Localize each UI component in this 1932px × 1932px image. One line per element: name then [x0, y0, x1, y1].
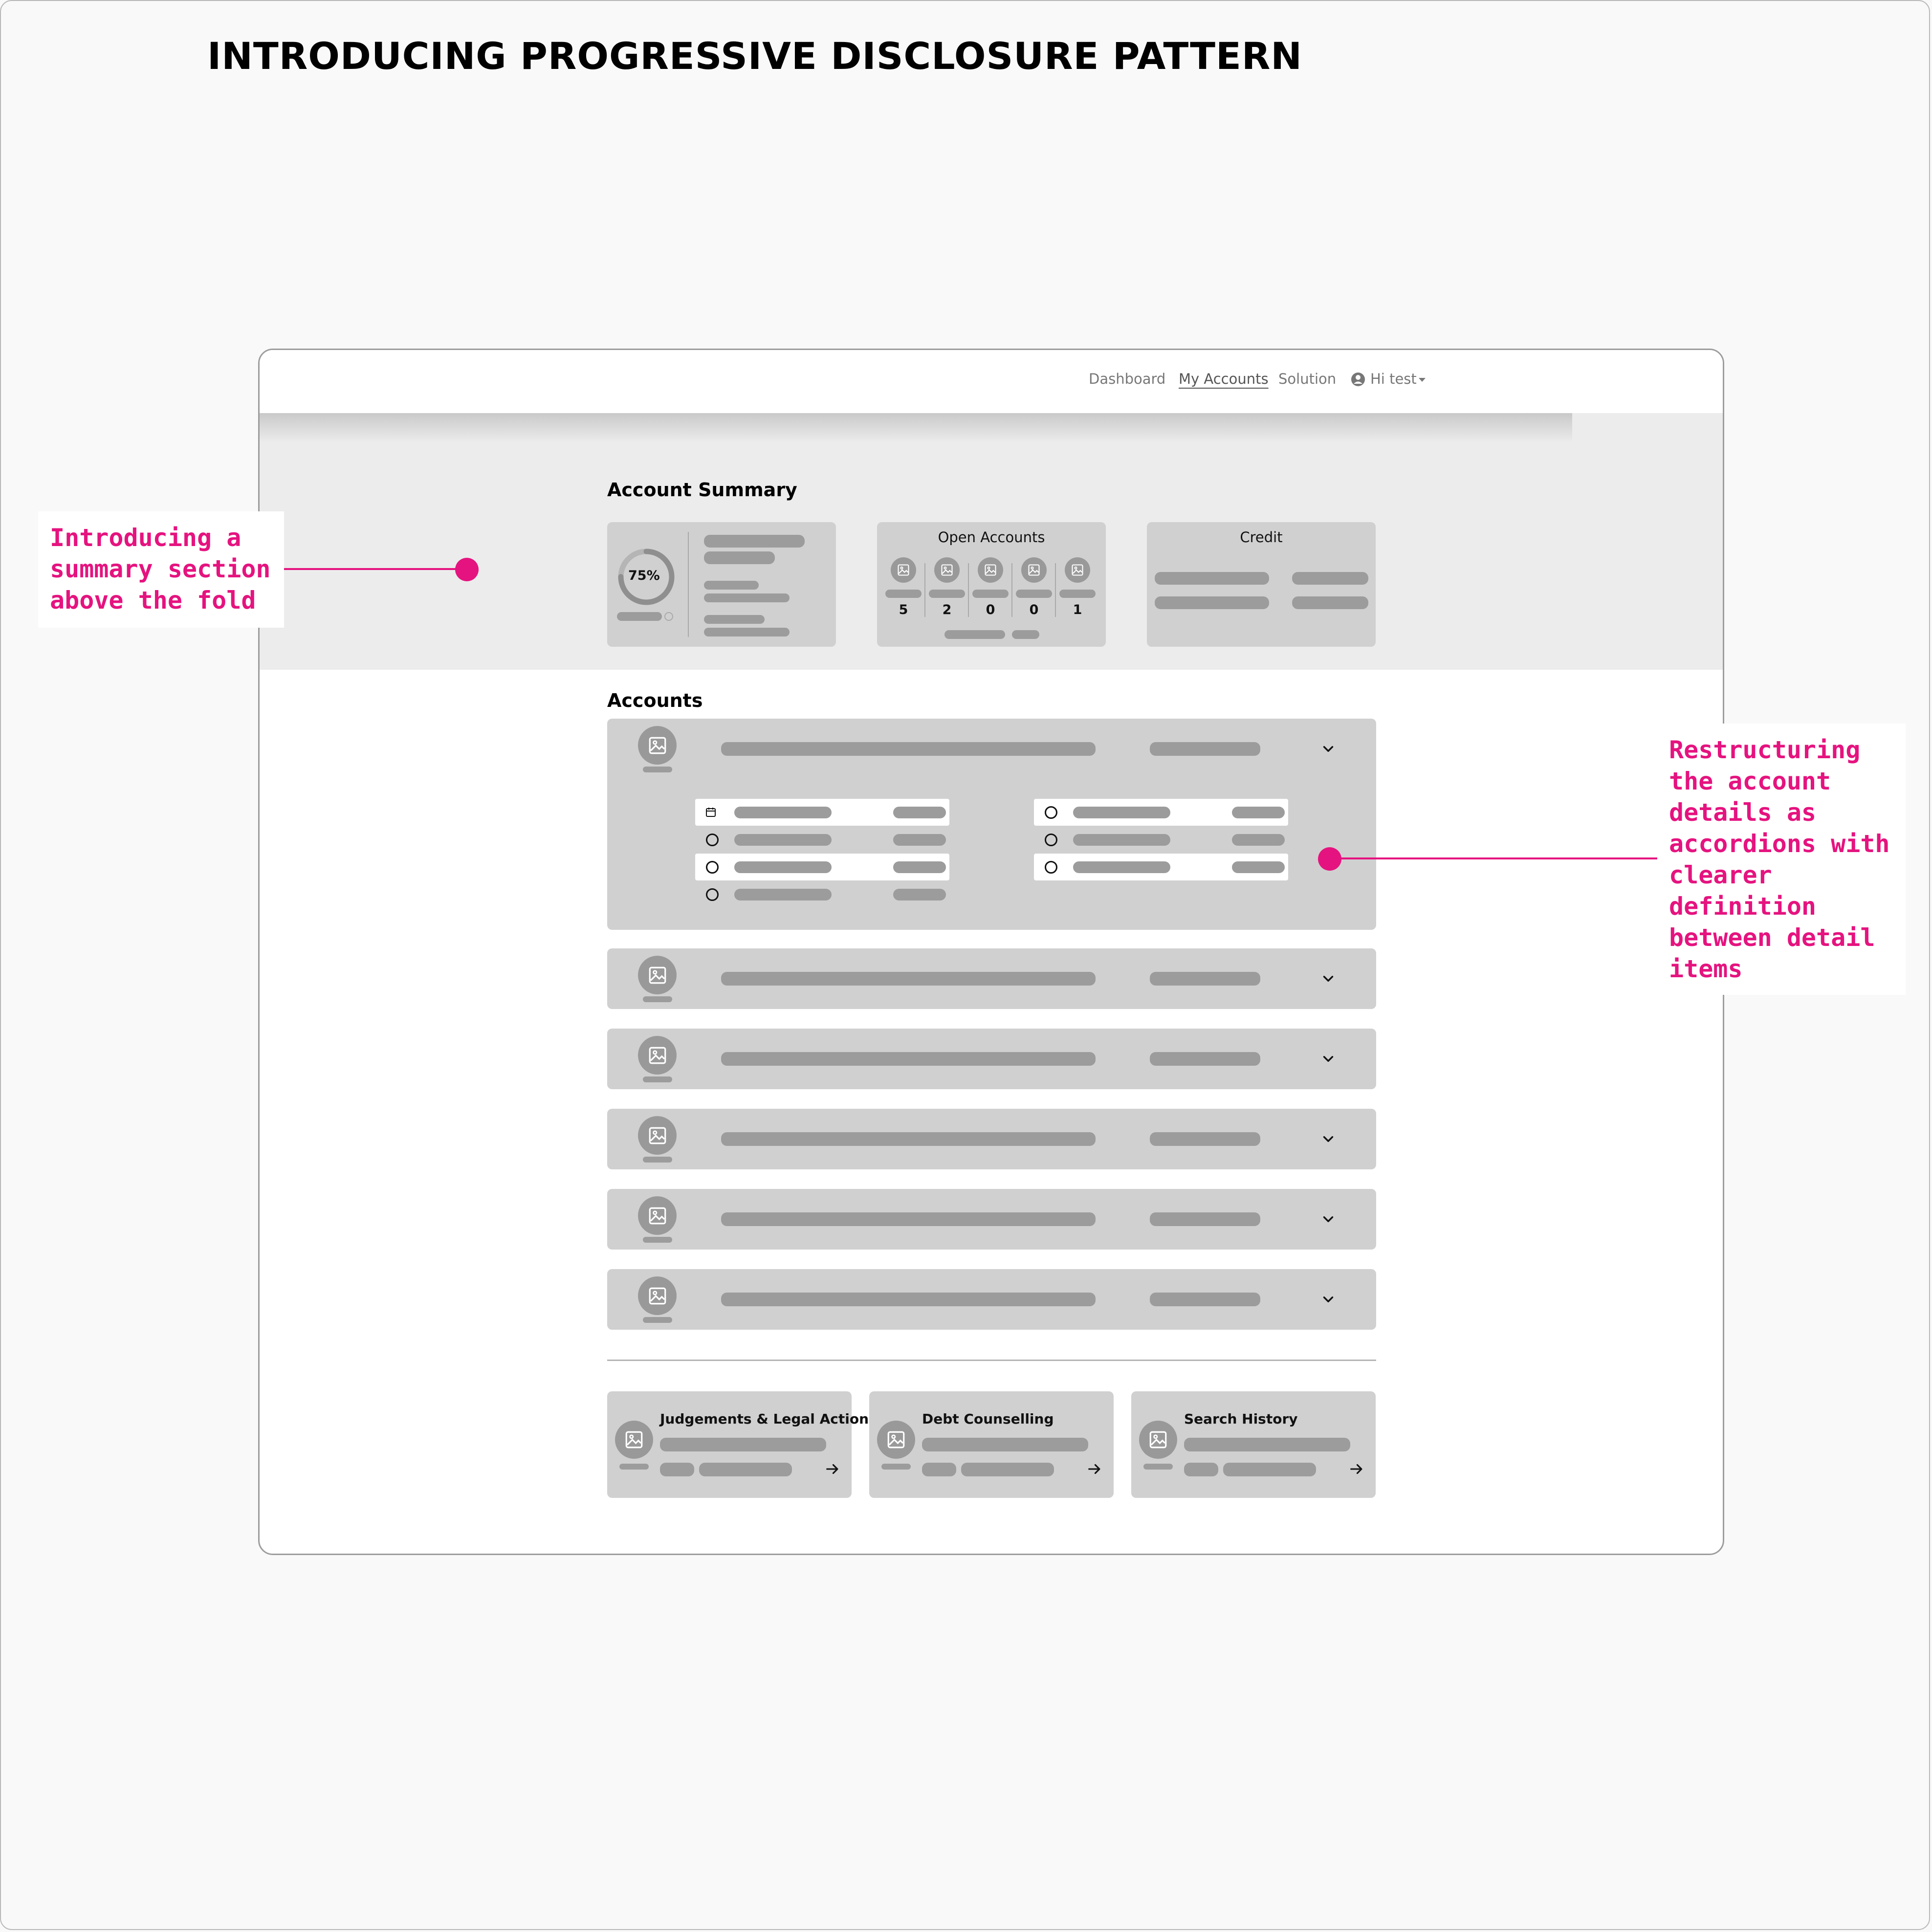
- circle-icon: [706, 888, 719, 901]
- account-type-icon: [1021, 557, 1047, 583]
- placeholder-bar: [1232, 807, 1285, 818]
- annotation-line: items: [1669, 955, 1743, 983]
- annotation-connector: [1330, 857, 1657, 859]
- annotation-line: details as: [1669, 798, 1817, 827]
- placeholder-bar: [929, 590, 965, 598]
- chevron-down-icon[interactable]: [1320, 1131, 1337, 1147]
- placeholder-bar: [1150, 972, 1260, 986]
- annotation-line: accordions with: [1669, 830, 1890, 858]
- placeholder-bar: [1073, 861, 1170, 873]
- account-type-icon: [978, 557, 1003, 583]
- placeholder-bar: [704, 535, 805, 548]
- placeholder-bar: [1184, 1463, 1218, 1476]
- placeholder-bar: [721, 1132, 1096, 1146]
- placeholder-bar: [704, 551, 775, 564]
- annotation-line: the account: [1669, 767, 1831, 795]
- account-type-icon: [891, 557, 916, 583]
- link-card[interactable]: [1131, 1391, 1376, 1498]
- page-title: INTRODUCING PROGRESSIVE DISCLOSURE PATTERN: [207, 34, 1302, 78]
- circle-icon: [1045, 834, 1057, 846]
- placeholder-bar: [721, 742, 1096, 756]
- placeholder-bar: [1150, 1293, 1260, 1306]
- calendar-icon: [705, 806, 717, 818]
- placeholder-bar: [893, 807, 946, 818]
- placeholder-bar: [660, 1463, 694, 1476]
- open-accounts-card[interactable]: [877, 522, 1106, 647]
- account-icon: [638, 1036, 677, 1075]
- annotation-summary: [38, 511, 284, 628]
- open-account-count: 0: [986, 602, 995, 617]
- account-type-icon: [934, 557, 960, 583]
- placeholder-bar: [1223, 1463, 1316, 1476]
- column-divider: [1055, 563, 1056, 617]
- annotation-connector: [284, 568, 467, 570]
- account-detail-item: [695, 826, 949, 853]
- placeholder-bar: [721, 1212, 1096, 1226]
- user-menu-toggle[interactable]: [1370, 371, 1426, 387]
- placeholder-bar: [699, 1463, 792, 1476]
- placeholder-bar: [1073, 807, 1170, 818]
- placeholder-bar: [721, 972, 1096, 986]
- open-account-count: 1: [1073, 602, 1082, 617]
- account-icon: [638, 1196, 677, 1235]
- nav-solution-link[interactable]: Solution: [1278, 371, 1337, 387]
- circle-icon: [706, 834, 719, 846]
- column-divider: [968, 563, 969, 617]
- open-account-count: 2: [942, 602, 952, 617]
- placeholder-bar: [704, 593, 790, 602]
- link-card-title: Debt Counselling: [922, 1411, 1054, 1427]
- placeholder-bar: [643, 1317, 672, 1323]
- circle-icon: [1045, 861, 1057, 874]
- account-type-icon: [1065, 557, 1090, 583]
- browser-window: [258, 349, 1724, 1555]
- account-detail-item: [1034, 826, 1288, 853]
- column-divider: [1011, 563, 1012, 617]
- link-card-title: Judgements & Legal Action: [660, 1411, 869, 1427]
- placeholder-bar: [617, 612, 662, 621]
- placeholder-bar: [643, 767, 672, 772]
- arrow-right-icon[interactable]: [1086, 1461, 1103, 1477]
- annotation-marker: [455, 558, 479, 581]
- placeholder-bar: [1150, 1212, 1260, 1226]
- account-detail-item: [1034, 854, 1288, 880]
- placeholder-bar: [1155, 572, 1269, 585]
- link-card-icon: [615, 1421, 653, 1459]
- navbar: [260, 350, 1723, 413]
- account-accordion[interactable]: [607, 1189, 1376, 1250]
- section-divider: [607, 1360, 1376, 1361]
- link-card-title: Search History: [1184, 1411, 1298, 1427]
- placeholder-bar: [1184, 1438, 1350, 1451]
- placeholder-bar: [1292, 572, 1368, 585]
- placeholder-bar: [1016, 590, 1052, 598]
- chevron-down-icon[interactable]: [1320, 1291, 1337, 1308]
- placeholder-bar: [1012, 630, 1039, 639]
- link-card[interactable]: [607, 1391, 869, 1498]
- placeholder-bar: [961, 1463, 1054, 1476]
- annotation-line: Restructuring: [1669, 736, 1861, 764]
- account-accordion-expanded[interactable]: [607, 719, 1376, 930]
- placeholder-bar: [893, 889, 946, 900]
- circle-icon: [706, 861, 719, 874]
- account-accordion[interactable]: [607, 1269, 1376, 1330]
- chevron-down-icon[interactable]: [1320, 741, 1337, 757]
- placeholder-bar: [643, 1157, 672, 1163]
- nav-my-accounts-link[interactable]: My Accounts: [1179, 371, 1269, 387]
- open-accounts-title: Open Accounts: [938, 529, 1045, 546]
- placeholder-bar: [734, 889, 832, 900]
- accounts-title: Accounts: [607, 690, 703, 711]
- chevron-down-icon[interactable]: [1320, 1051, 1337, 1067]
- chevron-down-icon[interactable]: [1320, 970, 1337, 987]
- placeholder-bar: [734, 834, 832, 846]
- placeholder-bar: [944, 630, 1005, 639]
- placeholder-bar: [1150, 1052, 1260, 1066]
- caret-down-icon: [1419, 378, 1426, 382]
- account-detail-item: [695, 854, 949, 880]
- placeholder-bar: [721, 1293, 1096, 1306]
- annotation-line: Introducing a: [50, 524, 242, 552]
- placeholder-bar: [922, 1463, 956, 1476]
- account-icon: [638, 1116, 677, 1155]
- annotation-line: definition: [1669, 892, 1817, 921]
- credit-title: Credit: [1240, 529, 1283, 546]
- placeholder-bar: [1059, 590, 1096, 598]
- nav-dashboard-link[interactable]: Dashboard: [1089, 371, 1166, 387]
- placeholder-bar: [885, 590, 922, 598]
- placeholder-bar: [643, 1076, 672, 1082]
- link-card-icon: [1139, 1421, 1177, 1459]
- placeholder-bar: [619, 1464, 649, 1470]
- placeholder-bar: [643, 996, 672, 1002]
- account-accordion[interactable]: [607, 948, 1376, 1009]
- placeholder-bar: [704, 615, 765, 624]
- credit-card[interactable]: [1147, 522, 1376, 647]
- placeholder-bar: [721, 1052, 1096, 1066]
- account-detail-item: [695, 881, 949, 908]
- user-circle-icon: [1351, 372, 1365, 387]
- placeholder-bar: [972, 590, 1009, 598]
- annotation-line: above the fold: [50, 586, 256, 615]
- account-icon: [638, 726, 677, 765]
- placeholder-bar: [734, 861, 832, 873]
- chevron-down-icon[interactable]: [1320, 1211, 1337, 1228]
- placeholder-bar: [704, 581, 759, 590]
- placeholder-bar: [922, 1438, 1088, 1451]
- arrow-right-icon[interactable]: [1348, 1461, 1365, 1477]
- account-summary-title: Account Summary: [607, 479, 797, 501]
- placeholder-bar: [734, 807, 832, 818]
- progress-label: 75%: [628, 568, 660, 583]
- account-icon: [638, 956, 677, 994]
- column-divider: [924, 563, 925, 617]
- open-account-count: 5: [899, 602, 908, 617]
- account-icon: [638, 1276, 677, 1315]
- placeholder-bar: [1150, 1132, 1260, 1146]
- navbar-shadow: [260, 413, 1572, 442]
- user-menu-label: Hi test: [1370, 371, 1417, 387]
- placeholder-bar: [704, 628, 790, 637]
- link-card-icon: [877, 1421, 915, 1459]
- card-divider: [688, 532, 689, 637]
- account-detail-item: [695, 799, 949, 826]
- placeholder-bar: [893, 834, 946, 846]
- annotation-line: clearer: [1669, 861, 1772, 889]
- info-circle-icon: [664, 612, 673, 621]
- placeholder-bar: [660, 1438, 826, 1451]
- placeholder-bar: [893, 861, 946, 873]
- placeholder-bar: [1232, 834, 1285, 846]
- annotation-accordion: [1657, 724, 1906, 995]
- placeholder-bar: [1073, 834, 1170, 846]
- placeholder-bar: [643, 1237, 672, 1243]
- link-card[interactable]: [869, 1391, 1114, 1498]
- open-account-count: 0: [1029, 602, 1039, 617]
- annotation-line: between detail: [1669, 923, 1875, 952]
- arrow-right-icon[interactable]: [824, 1461, 841, 1477]
- placeholder-bar: [1232, 861, 1285, 873]
- placeholder-bar: [1150, 742, 1260, 756]
- account-detail-item: [1034, 799, 1288, 826]
- annotation-line: summary section: [50, 555, 271, 583]
- placeholder-bar: [881, 1464, 911, 1470]
- annotation-marker: [1318, 847, 1341, 871]
- placeholder-bar: [1155, 596, 1269, 609]
- placeholder-bar: [1143, 1464, 1173, 1470]
- placeholder-bar: [1292, 596, 1368, 609]
- account-accordion[interactable]: [607, 1109, 1376, 1169]
- account-accordion[interactable]: [607, 1029, 1376, 1089]
- circle-icon: [1045, 806, 1057, 819]
- progress-card[interactable]: [607, 522, 836, 647]
